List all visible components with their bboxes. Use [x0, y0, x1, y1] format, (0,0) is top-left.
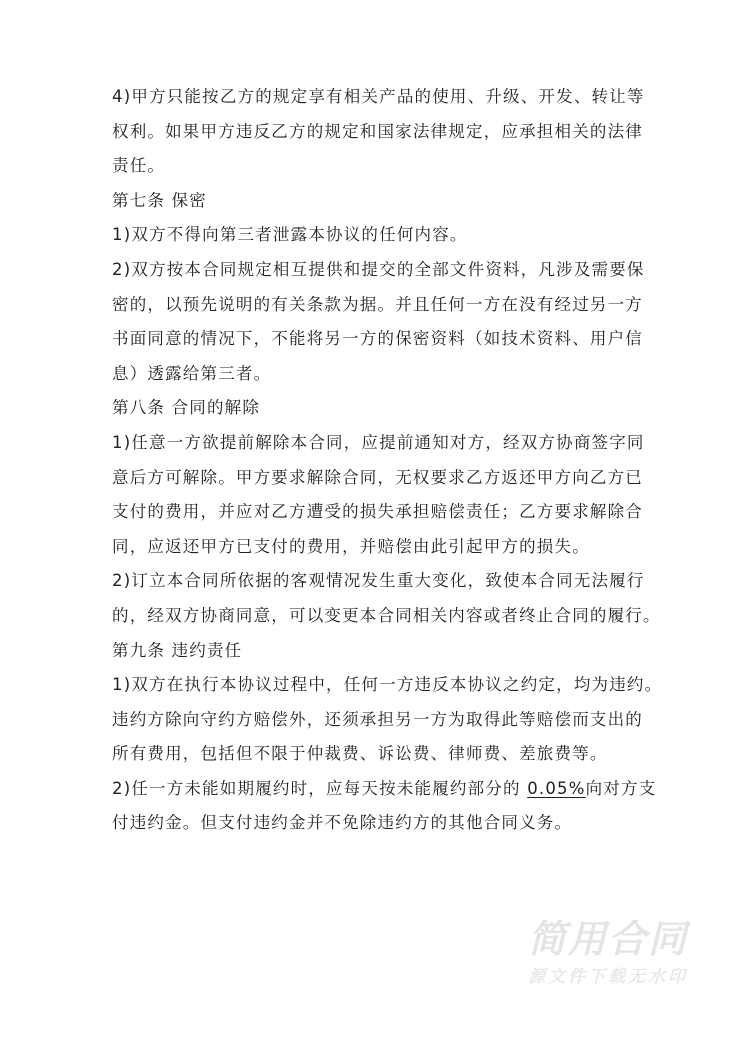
clause-text-line: 密的，以预先说明的有关条款为据。并且任何一方在没有经过另一方	[112, 294, 643, 314]
clause-text-line: 书面同意的情况下，不能将另一方的保密资料（如技术资料、用户信	[112, 329, 643, 349]
clause-text-line: 责任。	[112, 156, 166, 176]
clause-text-line: 的，经双方协商同意，可以变更本合同相关内容或者终止合同的履行。	[112, 605, 661, 625]
clause-text-line: 支付的费用，并应对乙方遭受的损失承担赔偿责任；乙方要求解除合	[112, 502, 643, 522]
watermark-tagline: 源文件下载无水印	[528, 967, 688, 987]
penalty-rate: 0.05%	[527, 778, 586, 798]
watermark-brand: 简用合同	[527, 917, 688, 961]
clause-text-line: 同，应返还甲方已支付的费用，并赔偿由此引起甲方的损失。	[112, 536, 590, 556]
clause-text-line: 1)双方在执行本协议过程中，任何一方违反本协议之约定，均为违约。	[112, 675, 663, 695]
clause-text-line: 息）透露给第三者。	[112, 363, 272, 383]
penalty-clause-line	[112, 772, 657, 807]
clause-text-line: 4)甲方只能按乙方的规定享有相关产品的使用、升级、开发、转让等	[112, 87, 645, 106]
clause-text-line: 2)双方按本合同规定相互提供和提交的全部文件资料，凡涉及需要保	[112, 259, 645, 279]
article-8-heading: 第八条 合同的解除	[112, 398, 261, 418]
watermark	[508, 918, 708, 990]
clause-text-line: 意后方可解除。甲方要求解除合同，无权要求乙方返还甲方向乙方已	[112, 467, 643, 487]
clause-text-line: 所有费用，包括但不限于仲裁费、诉讼费、律师费、差旅费等。	[112, 744, 608, 764]
clause-text-line: 1)双方不得向第三者泄露本协议的任何内容。	[112, 225, 468, 245]
clause-text-line: 违约方除向守约方赔偿外，还须承担另一方为取得此等赔偿而支出的	[112, 709, 643, 729]
clause-text-line: 1)任意一方欲提前解除本合同，应提前通知对方，经双方协商签字同	[112, 432, 645, 452]
clause-text-line: 权利。如果甲方违反乙方的规定和国家法律规定，应承担相关的法律	[112, 121, 643, 141]
article-9-heading: 第九条 违约责任	[112, 640, 243, 660]
article-7-heading: 第七条 保密	[112, 190, 207, 210]
document-page	[112, 80, 663, 841]
clause-text-line: 付违约金。但支付违约金并不免除违约方的其他合同义务。	[112, 813, 573, 833]
penalty-text-before: 2)任一方未能如期履约时，应每天按未能履约部分的	[112, 778, 528, 798]
penalty-text-after: 向对方支	[585, 778, 657, 798]
clause-text-line: 2)订立本合同所依据的客观情况发生重大变化，致使本合同无法履行	[112, 571, 645, 591]
